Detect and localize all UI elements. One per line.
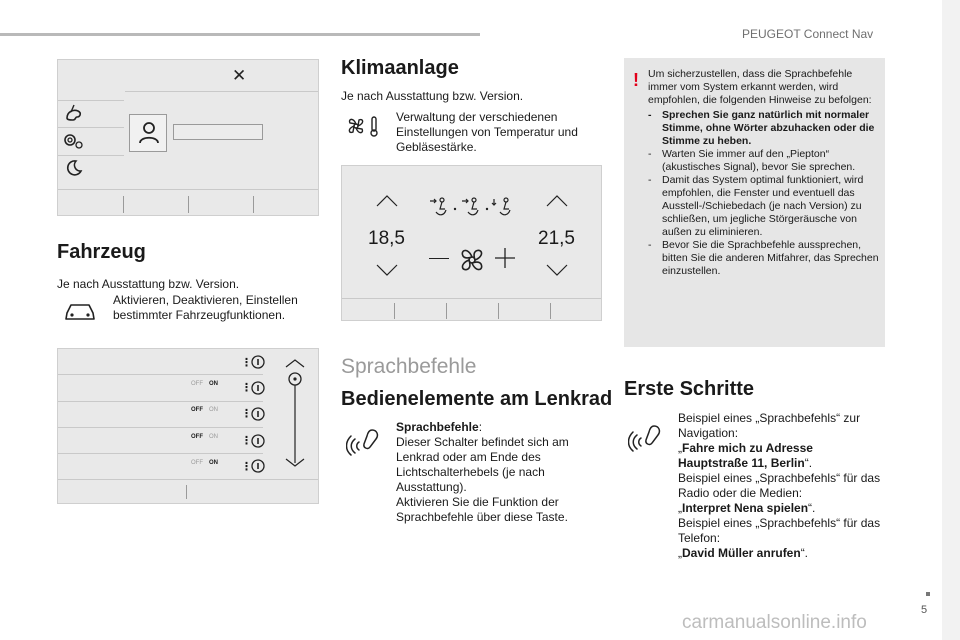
- close-icon: ✕: [232, 66, 247, 85]
- example-navigation: Fahre mich zu Adresse Hauptstraße 11, Berlin: [678, 441, 813, 470]
- name-field: [173, 124, 263, 140]
- info-icon[interactable]: [251, 459, 265, 473]
- temp-left-value: 18,5: [368, 228, 405, 249]
- erste-line-2: Beispiel eines „Sprachbefehls“ für das Radio oder die Medien:: [678, 471, 881, 500]
- temp-up-left-icon[interactable]: [375, 194, 399, 208]
- screen-illustration-vehicle: [57, 348, 319, 504]
- hint-item: - Warten Sie immer auf den „Piepton“ (akustisches Signal), bevor Sie sprechen.: [648, 148, 884, 174]
- temp-up-right-icon[interactable]: [545, 194, 569, 208]
- toggle-4[interactable]: OFF ON: [191, 460, 218, 466]
- voice-command-icon: [346, 426, 382, 456]
- fan-icon: [456, 244, 488, 276]
- erste-line-3: Beispiel eines „Sprachbefehls“ für das Telefon:: [678, 516, 881, 545]
- car-icon: [63, 299, 97, 323]
- more-icon[interactable]: ⋮: [241, 461, 252, 473]
- page-number: 5: [921, 604, 928, 616]
- klima-title: Klimaanlage: [341, 57, 459, 79]
- temp-right-value: 21,5: [538, 228, 575, 249]
- toggle-2[interactable]: OFF ON: [191, 407, 218, 413]
- hint-item: - Sprechen Sie ganz natürlich mit normaler Stimme, ohne Wörter abzuhacken oder die Stimme zu heben.: [648, 109, 884, 148]
- sprach-subtitle: Bedienelemente am Lenkrad: [341, 388, 613, 410]
- sprach-item-text2: Aktivieren Sie die Funktion der Sprachbefehle über diese Taste.: [396, 495, 568, 524]
- info-icon[interactable]: [251, 434, 265, 448]
- watermark: carmanualsonline.info: [682, 612, 867, 633]
- moon-icon: [65, 159, 83, 177]
- fan-increase-icon[interactable]: [495, 248, 515, 268]
- hint-list: [648, 109, 884, 278]
- settings-icon: [62, 131, 84, 151]
- toggle-3[interactable]: OFF ON: [191, 434, 218, 440]
- sprach-item-text: Dieser Schalter befindet sich am Lenkrad oder am Ende des Lichtschalterhebels (je nach Ausstattung).: [396, 435, 569, 494]
- fahrzeug-item: Aktivieren, Deaktivieren, Einstellen bestimmter Fahrzeugfunktionen.: [113, 293, 298, 322]
- toggle-1[interactable]: OFF ON: [191, 381, 218, 387]
- hint-intro: Um sicherzustellen, dass die Sprachbefehle immer vom System erkannt werden, wird empfohlen, die folgenden Hinweise zu befolgen:: [648, 68, 872, 106]
- screen-illustration-home: [57, 59, 319, 216]
- more-icon[interactable]: ⋮: [241, 435, 252, 447]
- example-phone: David Müller anrufen: [682, 546, 801, 560]
- info-icon[interactable]: [251, 407, 265, 421]
- klima-intro: Je nach Ausstattung bzw. Version.: [341, 89, 524, 103]
- sprach-item-label: Sprachbefehle: [396, 420, 479, 434]
- hint-box: [624, 58, 885, 347]
- info-icon[interactable]: [251, 381, 265, 395]
- temp-down-left-icon[interactable]: [375, 263, 399, 277]
- side-strip: [942, 0, 960, 640]
- sprach-title: Sprachbefehle: [341, 355, 477, 378]
- header-bar: [0, 33, 480, 36]
- warning-icon: !: [633, 70, 639, 90]
- fahrzeug-title: Fahrzeug: [57, 241, 146, 263]
- scrollbar[interactable]: [282, 357, 308, 469]
- klima-item: Verwaltung der verschiedenen Einstellungen von Temperatur und Gebläsestärke.: [396, 110, 578, 154]
- air-distribution-icons[interactable]: [428, 196, 518, 218]
- fahrzeug-intro: Je nach Ausstattung bzw. Version.: [57, 277, 240, 291]
- more-icon[interactable]: ⋮: [241, 357, 252, 369]
- more-icon[interactable]: ⋮: [241, 408, 252, 420]
- fan-decrease-icon[interactable]: [429, 258, 449, 259]
- profile-tile: [129, 114, 167, 152]
- screen-illustration-climate: [341, 165, 602, 321]
- sprach-item: Sprachbefehle: Dieser Schalter befindet sich am Lenkrad oder am Ende des Lichtschalterhebels (je nach Ausstattung). Aktivieren Sie die Funktion der Sprachbefehle über diese Taste.: [396, 420, 569, 524]
- palette-icon: [64, 104, 84, 124]
- user-icon: [138, 121, 160, 145]
- more-icon[interactable]: ⋮: [241, 382, 252, 394]
- page-bullet: [926, 592, 930, 596]
- erste-examples: Beispiel eines „Sprachbefehls“ zur Navigation: „Fahre mich zu Adresse Hauptstraße 11, Berlin“. Beispiel eines „Sprachbefehls“ für das Radio oder die Medien: „Interpret Nena spielen“. Beispiel eines „Sprachbefehls“ für das Telefon: „David Müller anrufen“.: [678, 411, 881, 560]
- erste-line-1: Beispiel eines „Sprachbefehls“ zur Navigation:: [678, 411, 861, 440]
- hint-item: - Damit das System optimal funktioniert, wird empfohlen, die Fenster und eventuell das Ausstell-/Schiebedach (je nach Version) zu schließen, um jegliche Störgeräusche von außen zu eliminieren.: [648, 174, 884, 239]
- fan-temperature-icon: [345, 114, 381, 138]
- erste-title: Erste Schritte: [624, 378, 755, 400]
- voice-command-icon: [628, 422, 664, 452]
- temp-down-right-icon[interactable]: [545, 263, 569, 277]
- example-media: Interpret Nena spielen: [682, 501, 809, 515]
- hint-item: - Bevor Sie die Sprachbefehle aussprechen, bitten Sie die anderen Mitfahrer, das Sprechen einzustellen.: [648, 239, 884, 278]
- header-title: PEUGEOT Connect Nav: [742, 27, 874, 41]
- info-icon[interactable]: [251, 355, 265, 369]
